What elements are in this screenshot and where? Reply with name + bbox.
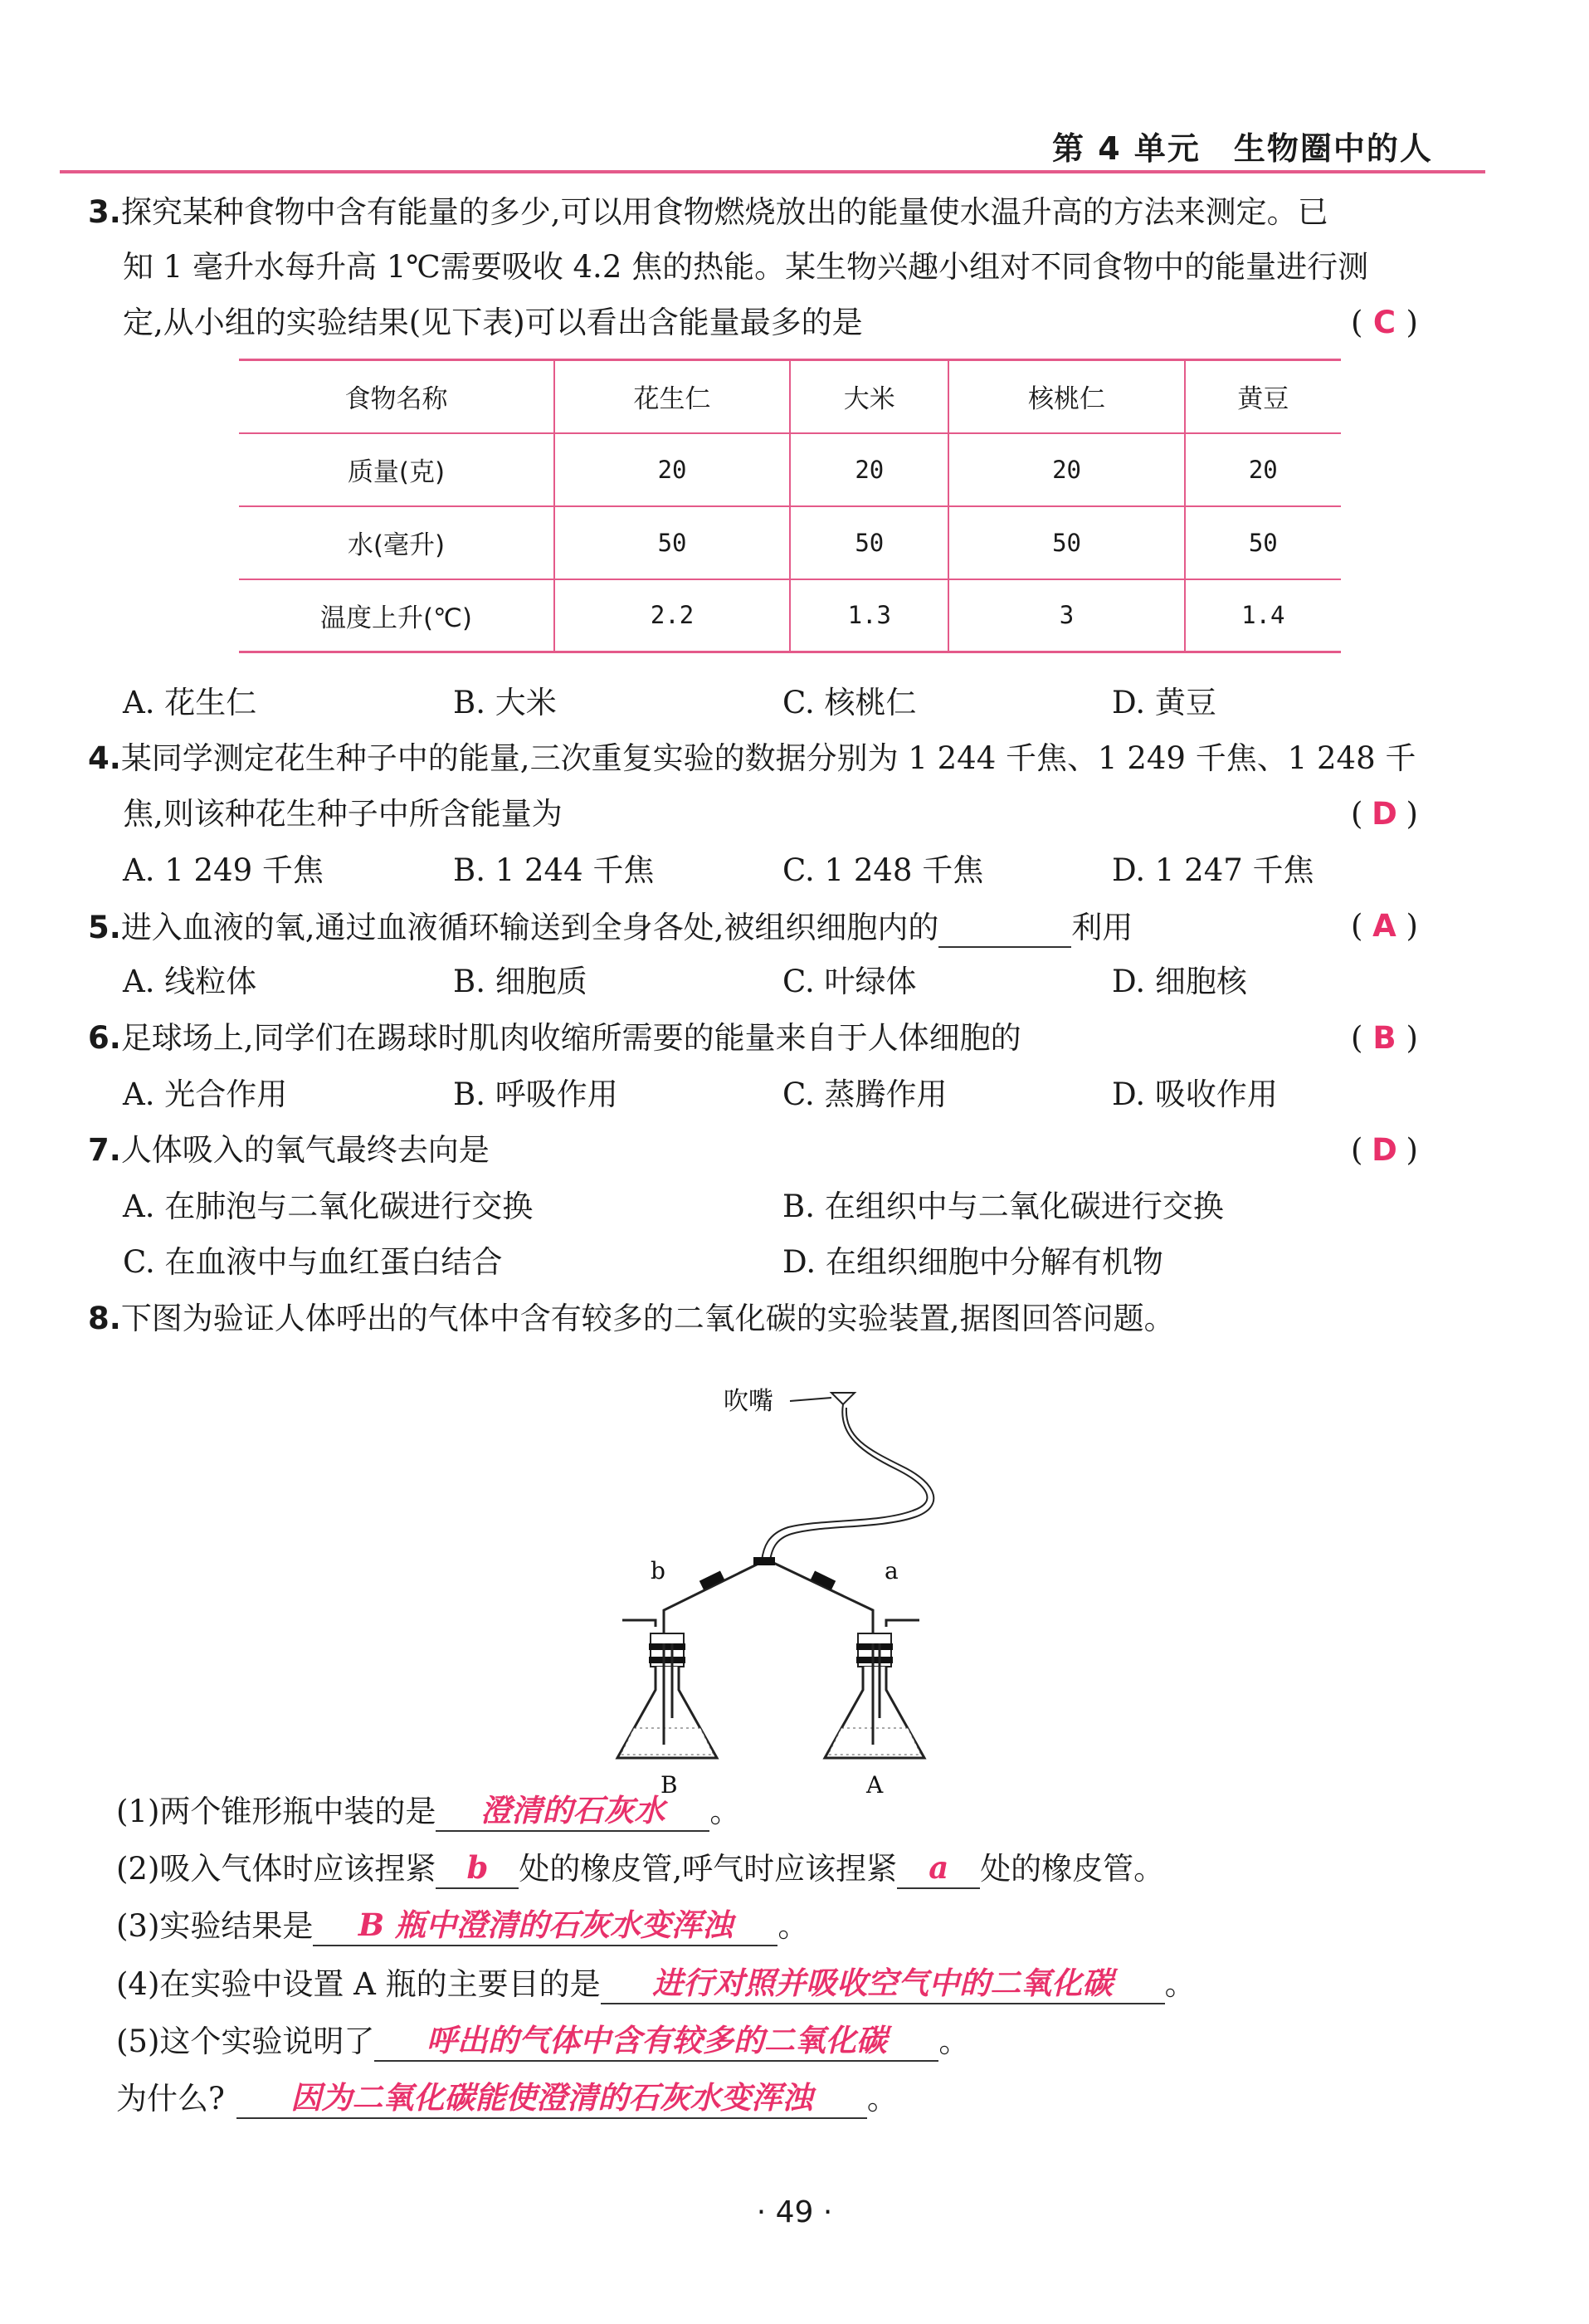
q8-sub4-prefix: (4)在实验中设置 A 瓶的主要目的是 [116, 1966, 601, 2002]
q8-text: 下图为验证人体呼出的气体中含有较多的二氧化碳的实验装置,据图回答问题。 [120, 1301, 1175, 1336]
q5-option-d[interactable]: D. 细胞核 [1112, 964, 1247, 999]
q3-line2: 知 1 毫升水每升高 1℃需要吸收 4.2 焦的热能。某生物兴趣小组对不同食物中的能量进行测 [123, 249, 1369, 285]
q8-sub1 [116, 1790, 740, 1832]
q4-text-1: 某同学测定花生种子中的能量,三次重复实验的数据分别为 1 244 千焦、1 249 千焦、1 248 千 [120, 740, 1416, 776]
table-cell: 20 [948, 433, 1184, 506]
food-energy-table [239, 359, 1341, 653]
page-dot-left: · [756, 2195, 767, 2229]
q6-option-b[interactable]: B. 呼吸作用 [453, 1077, 618, 1112]
table-header-cell: 花生仁 [554, 360, 790, 433]
q6-option-c[interactable]: C. 蒸腾作用 [782, 1077, 948, 1112]
q7-option-a[interactable]: A. 在肺泡与二氧化碳进行交换 [123, 1189, 534, 1224]
q8-sub3-answer[interactable]: B 瓶中澄清的石灰水变浑浊 [313, 1905, 777, 1946]
table-row-label: 温度上升(℃) [239, 579, 554, 652]
q8-sub1-answer[interactable]: 澄清的石灰水 [436, 1790, 709, 1832]
junction-icon [753, 1557, 775, 1565]
q5-answer: A [1372, 908, 1396, 944]
table-header-cell: 食物名称 [239, 360, 554, 433]
q8-sub6-prefix: 为什么? [116, 2081, 225, 2116]
q8-sub1-suffix: 。 [709, 1794, 741, 1829]
q5-line1 [88, 906, 1133, 948]
flask-a-label: A [866, 1771, 884, 1799]
q3-number: 3. [88, 194, 121, 230]
mouthpiece-leader [790, 1398, 831, 1401]
q8-sub5-prefix: (5)这个实验说明了 [116, 2024, 375, 2059]
q7-text: 人体吸入的氧气最终去向是 [120, 1132, 490, 1168]
q7-answer-bracket: ( D ) [1351, 1130, 1418, 1170]
q4-option-d[interactable]: D. 1 247 千焦 [1112, 852, 1314, 888]
table-cell: 1.3 [790, 579, 948, 652]
unit-header [1052, 123, 1433, 168]
q8-sub4-suffix: 。 [1164, 1966, 1196, 2002]
table-row [239, 579, 1341, 652]
q4-answer: D [1372, 796, 1397, 832]
table-row-label: 质量(克) [239, 433, 554, 506]
q8-sub2-answer-a[interactable]: a [897, 1848, 980, 1889]
q3-option-b[interactable]: B. 大米 [453, 685, 557, 720]
q6-option-a[interactable]: A. 光合作用 [123, 1077, 288, 1112]
q5-option-a[interactable]: A. 线粒体 [123, 964, 257, 999]
q7-option-b[interactable]: B. 在组织中与二氧化碳进行交换 [782, 1189, 1224, 1224]
q8-sub1-prefix: (1)两个锥形瓶中装的是 [116, 1794, 436, 1829]
q8-sub3-prefix: (3)实验结果是 [116, 1908, 314, 1944]
page-dot-right: · [822, 2195, 833, 2229]
q4-option-a[interactable]: A. 1 249 千焦 [123, 852, 324, 888]
q8-sub2 [116, 1848, 1164, 1889]
tube-b-label: b [651, 1557, 665, 1584]
q5-answer-bracket: ( A ) [1351, 906, 1418, 946]
q6-option-d[interactable]: D. 吸收作用 [1112, 1077, 1278, 1112]
q4-option-b[interactable]: B. 1 244 千焦 [453, 852, 655, 888]
q3-option-d[interactable]: D. 黄豆 [1112, 685, 1216, 720]
q6-answer-bracket: ( B ) [1351, 1018, 1418, 1058]
flask-b [617, 1620, 717, 1758]
flask-a [825, 1620, 924, 1758]
q8-sub6-suffix: 。 [866, 2081, 898, 2116]
q8-sub4-answer[interactable]: 进行对照并吸收空气中的二氧化碳 [601, 1963, 1165, 2004]
q8-sub2-answer-b[interactable]: b [436, 1848, 519, 1889]
table-cell: 50 [948, 506, 1184, 579]
q5-option-c[interactable]: C. 叶绿体 [782, 964, 917, 999]
table-cell: 50 [554, 506, 790, 579]
q4-line1 [88, 739, 1416, 779]
page-number-value: 49 [775, 2195, 814, 2229]
q8-sub2-suffix: 处的橡皮管。 [980, 1851, 1165, 1887]
q7-option-d[interactable]: D. 在组织细胞中分解有机物 [782, 1244, 1163, 1280]
q5-text-before: 进入血液的氧,通过血液循环输送到全身各处,被组织细胞内的 [120, 910, 939, 945]
q8-sub3 [116, 1905, 808, 1946]
q8-sub6-answer[interactable]: 因为二氧化碳能使澄清的石灰水变浑浊 [236, 2077, 867, 2119]
q5-text-after: 利用 [1071, 910, 1133, 945]
table-cell: 20 [790, 433, 948, 506]
table-cell: 50 [1185, 506, 1341, 579]
page-number [0, 2195, 1589, 2229]
table-header-cell: 大米 [790, 360, 948, 433]
table-header-cell: 核桃仁 [948, 360, 1184, 433]
q3-line1 [88, 193, 1328, 232]
table-cell: 20 [554, 433, 790, 506]
q6-number: 6. [88, 1020, 121, 1056]
co2-apparatus-diagram [614, 1361, 963, 1799]
table-header-row [239, 360, 1341, 433]
q8-sub5-answer[interactable]: 呼出的气体中含有较多的二氧化碳 [374, 2020, 938, 2062]
q4-answer-bracket: ( D ) [1351, 794, 1418, 834]
q7-answer: D [1372, 1132, 1397, 1168]
q8-number: 8. [88, 1301, 121, 1336]
q8-sub4 [116, 1963, 1196, 2004]
table-row-label: 水(毫升) [239, 506, 554, 579]
table-cell: 1.4 [1185, 579, 1341, 652]
tube-to-a [768, 1560, 873, 1635]
q3-text-1: 探究某种食物中含有能量的多少,可以用食物燃烧放出的能量使水温升高的方法来测定。已 [120, 194, 1328, 230]
q5-blank[interactable] [938, 906, 1071, 948]
q3-line3: 定,从小组的实验结果(见下表)可以看出含能量最多的是 [123, 305, 863, 340]
q8-sub2-prefix: (2)吸入气体时应该捏紧 [116, 1851, 436, 1887]
hose-inner [770, 1408, 933, 1560]
q6-text: 足球场上,同学们在踢球时肌肉收缩所需要的能量来自于人体细胞的 [120, 1020, 1021, 1056]
q8-sub5 [116, 2020, 969, 2062]
flask-b-label: B [660, 1771, 678, 1799]
q7-line1 [88, 1130, 490, 1170]
table-cell: 2.2 [554, 579, 790, 652]
q8-sub5-suffix: 。 [938, 2024, 970, 2059]
table-header-cell: 黄豆 [1185, 360, 1341, 433]
q3-option-c[interactable]: C. 核桃仁 [782, 685, 917, 720]
unit-title: 生物圈中的人 [1233, 130, 1433, 167]
q7-option-c[interactable]: C. 在血液中与血红蛋白结合 [123, 1244, 503, 1280]
q8-sub3-suffix: 。 [777, 1908, 809, 1944]
mouthpiece-icon [831, 1393, 855, 1404]
q6-answer: B [1372, 1020, 1396, 1056]
q6-line1 [88, 1018, 1021, 1058]
q4-line2: 焦,则该种花生种子中所含能量为 [123, 796, 563, 832]
q3-answer: C [1372, 305, 1396, 340]
table-cell: 20 [1185, 433, 1341, 506]
hose-outer [762, 1404, 927, 1560]
table-cell: 3 [948, 579, 1184, 652]
q3-option-a[interactable]: A. 花生仁 [123, 685, 257, 720]
table-row [239, 433, 1341, 506]
q8-line1 [88, 1299, 1175, 1339]
q7-number: 7. [88, 1132, 121, 1168]
q4-option-c[interactable]: C. 1 248 千焦 [782, 852, 984, 888]
q8-sub2-middle: 处的橡皮管,呼气时应该捏紧 [519, 1851, 898, 1887]
q5-option-b[interactable]: B. 细胞质 [453, 964, 587, 999]
mouthpiece-label: 吹嘴 [724, 1387, 773, 1416]
q8-sub6 [116, 2077, 898, 2119]
table-cell: 50 [790, 506, 948, 579]
tube-a-label: a [885, 1557, 899, 1584]
table-row [239, 506, 1341, 579]
q4-number: 4. [88, 740, 121, 776]
header-divider [60, 170, 1485, 173]
tube-to-b [664, 1560, 765, 1643]
q3-answer-bracket: ( C ) [1351, 303, 1418, 343]
unit-number: 第 4 单元 [1052, 130, 1201, 167]
q5-number: 5. [88, 910, 121, 945]
